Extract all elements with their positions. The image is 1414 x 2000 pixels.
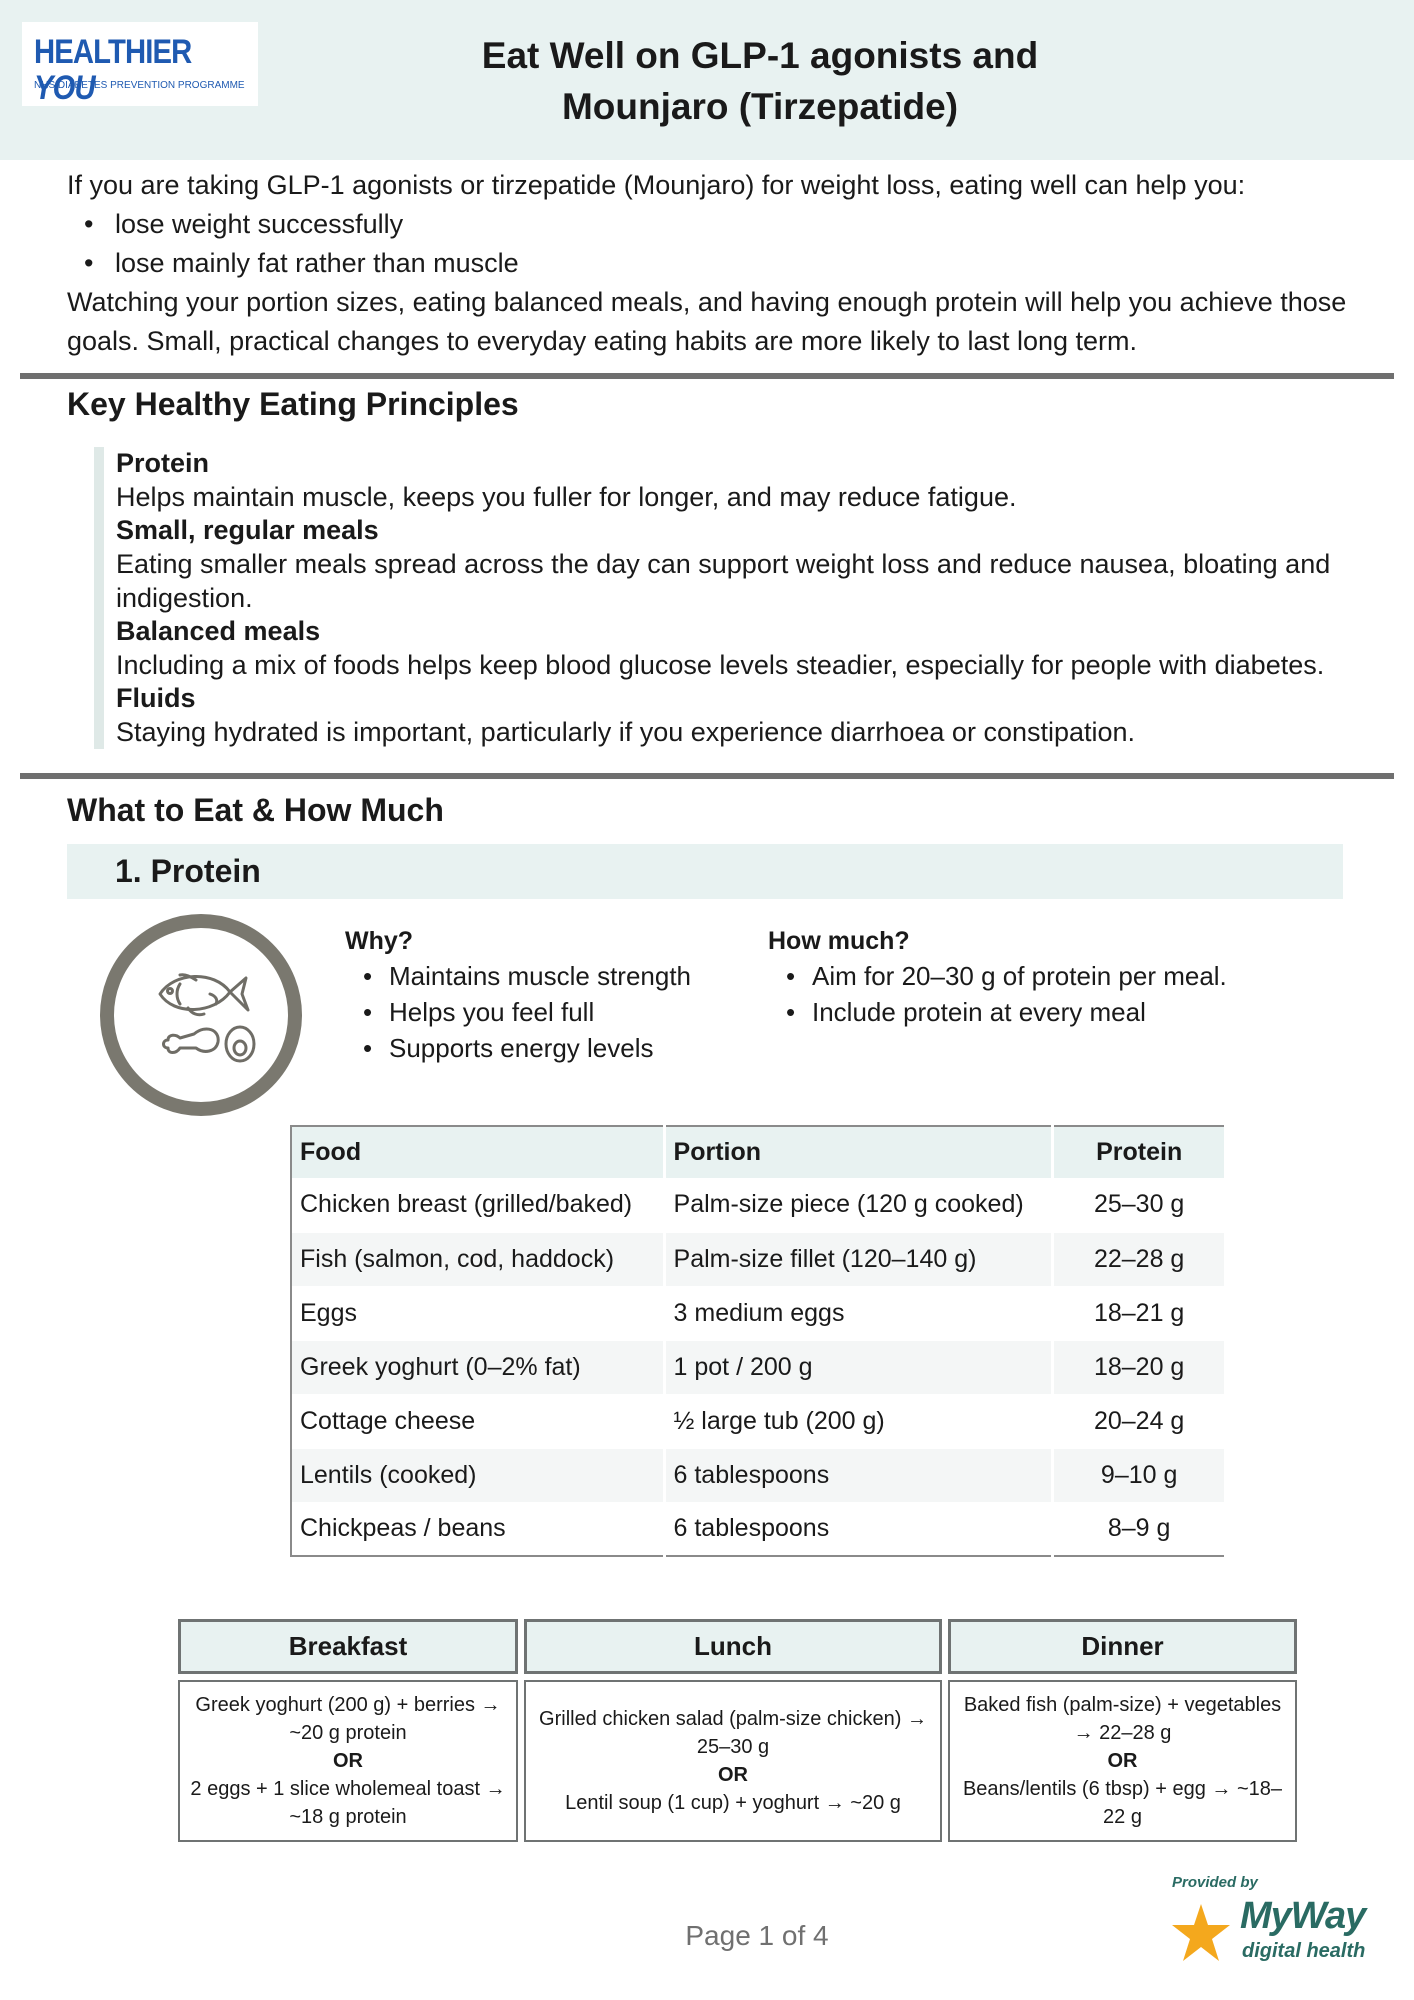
principle-accent-bar [94,447,104,514]
table-row [291,1286,1226,1340]
meal-option: Baked fish (palm-size) + vegetables → 22–28 g [963,1694,1282,1744]
protein-cell: 20–24 g [1053,1394,1226,1448]
principle-title: Balanced meals [116,616,321,646]
logo-subtitle: NHS DIABETES PREVENTION PROGRAMME [34,80,245,91]
principle-title: Protein [116,448,210,478]
fish-chicken-egg-icon [100,914,302,1116]
how-much-heading: How much? [768,927,910,955]
meal-option: 2 eggs + 1 slice wholemeal toast → ~18 g protein [190,1778,506,1828]
intro-bullets [67,205,1367,283]
intro-bullet: • lose weight successfully [115,205,1367,244]
star-icon [1170,1902,1232,1964]
food-cell: Lentils (cooked) [291,1448,664,1502]
protein-section-header [67,844,1343,899]
principle-description: Including a mix of foods helps keep blood glucose levels steadier, especially for people with diabetes. [116,650,1325,680]
what-to-eat-heading: What to Eat & How Much [67,792,444,828]
food-cell: Chickpeas / beans [291,1502,664,1556]
principle-item [94,514,1394,615]
protein-table [290,1125,1227,1557]
food-cell: Cottage cheese [291,1394,664,1448]
portion-cell: ½ large tub (200 g) [664,1394,1053,1448]
why-heading: Why? [345,927,414,955]
meal-or-separator: OR [333,1750,363,1772]
principle-item [94,682,1394,749]
column-header: Portion [664,1126,1053,1178]
principles-list [94,447,1394,749]
principle-item [94,615,1394,682]
myway-subtitle: digital health [1242,1940,1366,1962]
portion-cell: Palm-size piece (120 g cooked) [664,1178,1053,1232]
meal-or-separator: OR [718,1764,748,1786]
food-cell: Fish (salmon, cod, haddock) [291,1232,664,1286]
intro-bullet: • lose mainly fat rather than muscle [115,244,1367,283]
meal-or-separator: OR [1107,1750,1138,1772]
why-item: • Helps you feel full [345,994,691,1030]
portion-cell: 6 tablespoons [664,1448,1053,1502]
portion-cell: 6 tablespoons [664,1502,1053,1556]
section-divider [20,773,1394,779]
dinner-examples [948,1680,1297,1842]
principle-accent-bar [94,615,104,682]
table-row [291,1448,1226,1502]
lunch-header: Lunch [524,1619,942,1674]
portion-cell: Palm-size fillet (120–140 g) [664,1232,1053,1286]
protein-cell: 9–10 g [1053,1448,1226,1502]
protein-cell: 18–20 g [1053,1340,1226,1394]
principle-title: Fluids [116,683,196,713]
meal-option: Greek yoghurt (200 g) + berries → ~20 g protein [195,1694,501,1744]
table-row [291,1340,1226,1394]
principle-accent-bar [94,514,104,615]
breakfast-header: Breakfast [178,1619,518,1674]
intro-lead: If you are taking GLP-1 agonists or tirzepatide (Mounjaro) for weight loss, eating well can help you: [67,170,1246,200]
how-much-item: • Aim for 20–30 g of protein per meal. [768,958,1227,994]
food-icon-drawing [114,928,288,1102]
protein-cell: 25–30 g [1053,1178,1226,1232]
why-list [345,958,691,1066]
intro-section [67,166,1367,361]
logo-wordmark: HEALTHIER YOU [34,33,192,107]
table-row [291,1232,1226,1286]
myway-logo: MyWay [1240,1895,1366,1937]
column-header: Protein [1053,1126,1226,1178]
portion-cell: 1 pot / 200 g [664,1340,1053,1394]
page-number: Page 1 of 4 [685,1920,829,1951]
document-title: Eat Well on GLP-1 agonists and Mounjaro (Tirzepatide) [481,35,1039,127]
principle-description: Staying hydrated is important, particularly if you experience diarrhoea or constipation. [116,717,1136,747]
lunch-examples [524,1680,942,1842]
intro-closing: Watching your portion sizes, eating balanced meals, and having enough protein will help you achieve those goals. Small, practical changes to everyday eating habits are more likely to last long term. [67,287,1347,356]
principle-item [94,447,1394,514]
provided-by-label: Provided by [1172,1874,1258,1891]
dinner-header: Dinner [948,1619,1297,1674]
table-header-row [291,1126,1226,1178]
food-cell: Eggs [291,1286,664,1340]
protein-cell: 22–28 g [1053,1232,1226,1286]
column-header: Food [291,1126,664,1178]
principle-description: Helps maintain muscle, keeps you fuller for longer, and may reduce fatigue. [116,482,1017,512]
portion-cell: 3 medium eggs [664,1286,1053,1340]
food-cell: Greek yoghurt (0–2% fat) [291,1340,664,1394]
principles-heading: Key Healthy Eating Principles [67,386,519,422]
healthier-you-logo [22,22,258,106]
meal-option: Grilled chicken salad (palm-size chicken) → 25–30 g [539,1708,927,1758]
principle-description: Eating smaller meals spread across the day can support weight loss and reduce nausea, bloating and indigestion. [116,549,1331,613]
principle-title: Small, regular meals [116,515,379,545]
table-row [291,1178,1226,1232]
breakfast-examples [178,1680,518,1842]
why-item: • Maintains muscle strength [345,958,691,994]
meal-option: Lentil soup (1 cup) + yoghurt → ~20 g [565,1792,901,1814]
page-header [0,0,1414,160]
protein-section-title: 1. Protein [115,853,261,889]
how-much-list [768,958,1227,1030]
how-much-item: • Include protein at every meal [768,994,1227,1030]
food-cell: Chicken breast (grilled/baked) [291,1178,664,1232]
meal-option: Beans/lentils (6 tbsp) + egg → ~18–22 g [962,1778,1283,1828]
table-row [291,1394,1226,1448]
table-row [291,1502,1226,1556]
why-item: • Supports energy levels [345,1030,691,1066]
section-divider [20,373,1394,379]
principle-accent-bar [94,682,104,749]
protein-cell: 18–21 g [1053,1286,1226,1340]
protein-cell: 8–9 g [1053,1502,1226,1556]
